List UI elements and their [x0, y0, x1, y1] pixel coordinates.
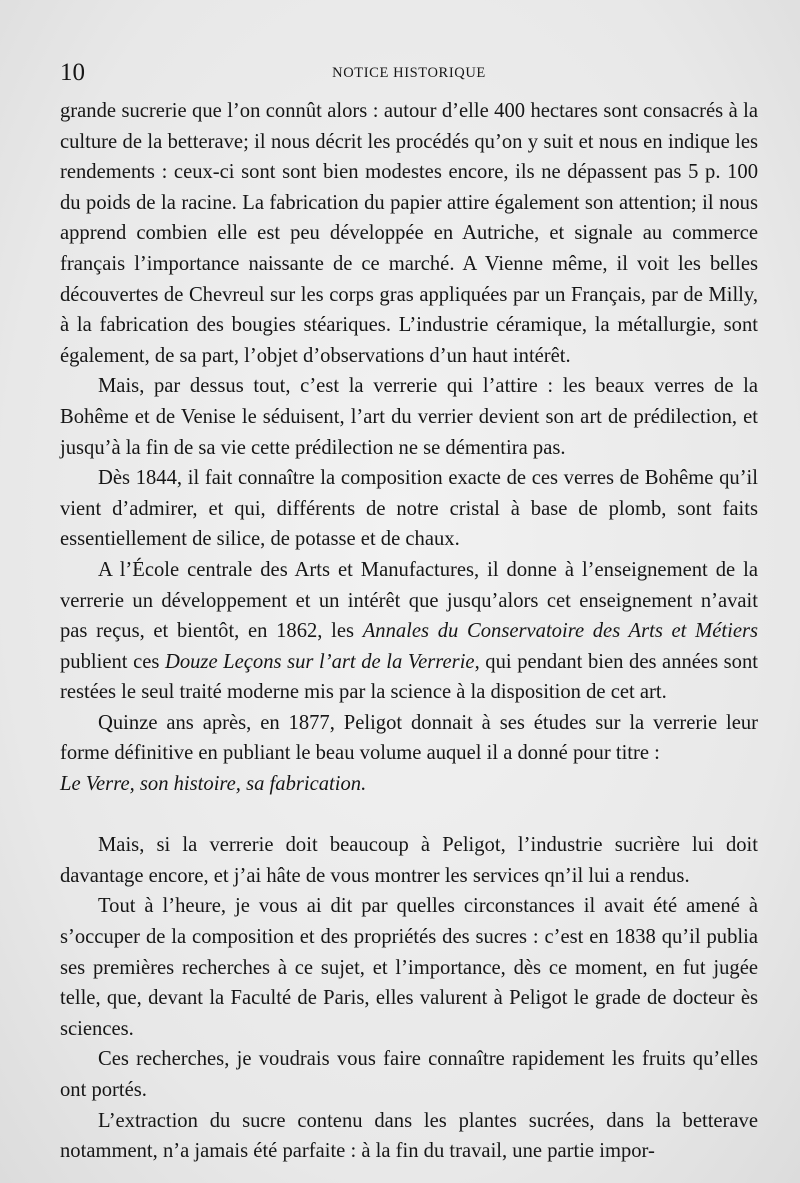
title-annales: Annales du Conservatoire des Arts et Métiers: [362, 620, 758, 643]
text-run: Quinze ans après, en 1877, Peligot donnait à ses études sur la verrerie leur forme définitive en publiant le beau volume auquel il a donné pour titre :: [60, 711, 758, 765]
body-text: [60, 96, 758, 1167]
page-number: 10: [60, 59, 85, 86]
text-run: , qui pendant bien des années sont restées le seul traité moderne mis par la science à la disposition de cet art.: [60, 650, 758, 704]
text-run: A l’École centrale des Arts et Manufactures, il donne à l’enseignement de la verrerie un développement et un intérêt que jusqu’alors cet enseignement n’avait pas reçus, et bientôt, en 1862, les: [60, 558, 758, 643]
paragraph-fruits: Ces recherches, je voudrais vous faire connaître rapidement les fruits qu’elles ont portés.: [60, 1048, 758, 1101]
paragraph-industrie-sucriere: Mais, si la verrerie doit beaucoup à Peligot, l’industrie sucrière lui doit davantage encore, et j’ai hâte de vous montrer les services qn’il lui a rendus.: [60, 834, 758, 887]
running-title: NOTICE HISTORIQUE: [332, 65, 486, 81]
title-le-verre: Le Verre, son histoire, sa fabrication.: [60, 773, 367, 796]
title-douze-lecons: Douze Leçons sur l’art de la Verrerie: [164, 650, 475, 673]
paragraph-boheme: Dès 1844, il fait connaître la composition exacte de ces verres de Bohême qu’il vient d’admirer, et qui, différents de notre cristal à base de plomb, sont faits essentiellement de silice, de potasse et de chaux.: [60, 467, 758, 551]
page-header: [60, 58, 758, 88]
text-run: publient ces: [60, 650, 165, 673]
paragraph-extraction: L’extraction du sucre contenu dans les plantes sucrées, dans la betterave notamment, n’a jamais été parfaite : à la fin du travail, une partie impor-: [60, 1109, 758, 1163]
paragraph-recherches-sucres: Tout à l’heure, je vous ai dit par quelles circonstances il avait été amené à s’occuper de la composition et des propriétés des sucres : c’est en 1838 qu’il publia ses premières recherches à ce sujet, et l’importance, dès ce moment, en fut jugée telle, que, devant la Faculté de Paris, elles valurent à Peligot le grade de docteur ès sciences.: [60, 895, 758, 1040]
paragraph-ecole-centrale: [60, 555, 758, 708]
paragraph-quinze-ans: [60, 708, 758, 800]
paragraph-continuation: grande sucrerie que l’on connût alors : autour d’elle 400 hectares sont consacrés à la culture de la betterave; il nous décrit les procédés qu’on y suit et nous en indique les rendements : ceux-ci sont sont bien modestes encore, ils ne dépassent pas 5 p. 100 du poids de la racine. La fabrication du papier attire également son attention; il nous apprend combien elle est peu développée en Autriche, et signale au commerce français l’importance naissante de ce marché. A Vienne même, il voit les belles découvertes de Chevreul sur les corps gras appliquées par un Français, par de Milly, à la fabrication des bougies stéariques. L’industrie céramique, la métallurgie, sont également, de sa part, l’objet d’observations d’un haut intérêt.: [60, 100, 758, 367]
paragraph-verrerie: Mais, par dessus tout, c’est la verrerie qui l’attire : les beaux verres de la Bohême et de Venise le séduisent, l’art du verrier devient son art de prédilection, et jusqu’à la fin de sa vie cette prédilection ne se démentira pas.: [60, 375, 758, 459]
